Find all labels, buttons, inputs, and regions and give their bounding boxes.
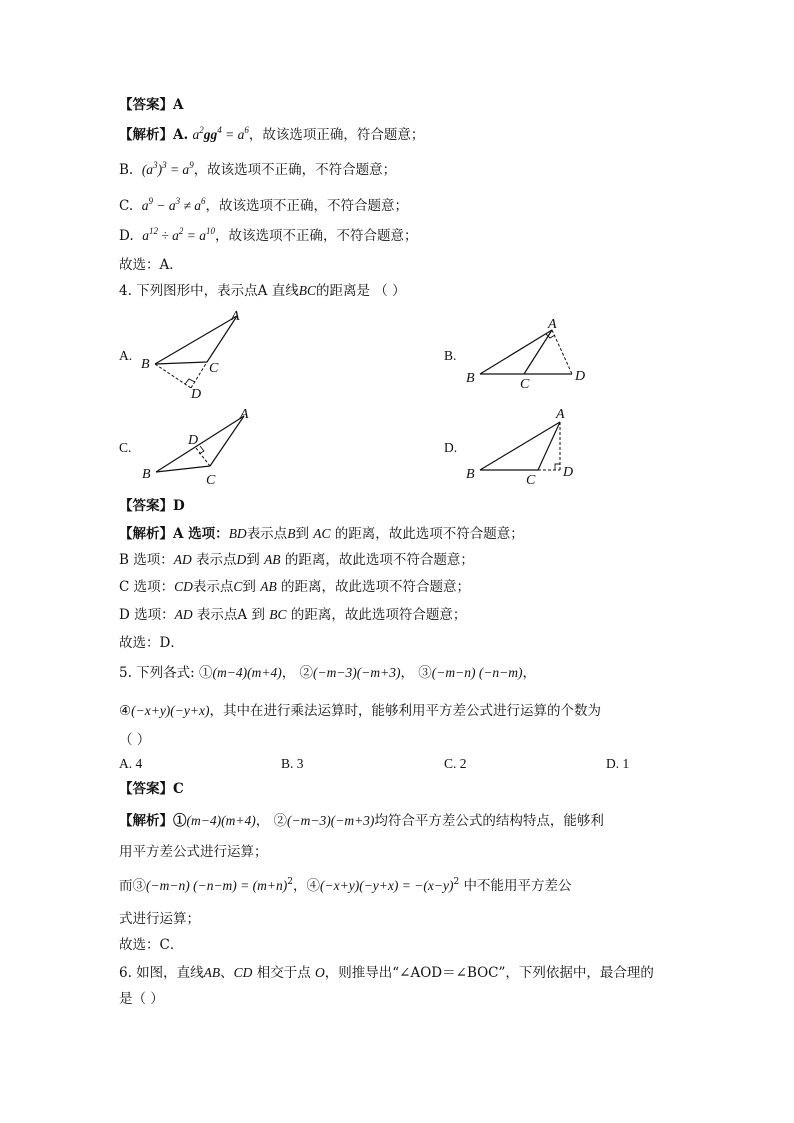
selection-5: 故选：C． [119, 937, 184, 953]
figure-d-label: D. [444, 440, 458, 455]
fig-d-point-c: C [526, 473, 536, 488]
question-6-line-1: 6. 如图，直线AB、CD 相交于点 O，则推导出“∠AOD＝∠BOC”，下列依据中，最合理的 [119, 965, 654, 981]
figure-b [462, 314, 592, 389]
fig-b-point-b: B [466, 371, 475, 386]
figure-b-label: B. [444, 348, 457, 363]
answer-5: 【答案】C [119, 781, 184, 797]
fig-a-point-c: C [209, 361, 219, 376]
fig-c-point-a: A [240, 407, 249, 422]
explanation-5-line-2: 用平方差公式进行运算； [119, 844, 268, 860]
fig-a-point-d: D [191, 387, 202, 402]
selection-4: 故选：D． [119, 635, 184, 651]
option-d: D. 1 [606, 756, 630, 771]
fig-c-point-c: C [206, 473, 216, 488]
question-5-bracket: （ ） [119, 732, 151, 748]
answer-4: 【答案】D [119, 498, 185, 514]
question-5-line-2: ④(−x+y)(−y+x)，其中在进行乘法运算时，能够利用平方差公式进行运算的个数为 [119, 703, 601, 719]
question-4: 4. 下列图形中，表示点A 直线BC的距离是 （ ） [119, 283, 406, 299]
selection-3: 故选：A． [119, 257, 183, 273]
question-6-line-2: 是（ ） [119, 991, 164, 1007]
fig-c-point-b: B [142, 467, 151, 482]
explanation-4-d: D 选项：AD 表示点A 到 BC 的距离，故此选项符合题意； [119, 607, 467, 623]
fig-d-point-b: B [466, 467, 475, 482]
fig-b-point-c: C [520, 377, 530, 389]
fig-b-point-d: D [575, 369, 586, 384]
answer-3: 【答案】A [119, 97, 184, 113]
question-5-line-1: 5. 下列各式: ①(m−4)(m+4)， ②(−m−3)(−m+3)， ③(−m−n) (−n−m)， [119, 665, 537, 681]
fig-a-point-b: B [141, 357, 150, 372]
fig-a-point-a: A [231, 309, 240, 324]
explanation-3-c: C. $a^9 - a^3 \ne a^6$，故该选项不正确，不符合题意； [119, 196, 409, 214]
explanation-4-a: 【解析】A 选项：BD表示点B到 AC 的距离，故此选项不符合题意； [119, 526, 524, 542]
explanation-4-b: B 选项：AD 表示点D到 AB 的距离，故此选项不符合题意； [119, 552, 474, 568]
fig-b-point-a: A [548, 317, 557, 332]
fig-d-point-d: D [563, 465, 574, 480]
explanation-3-d: D. $a^{12} \div a^2 = a^{10}$，故该选项不正确，不符合题意； [119, 226, 418, 244]
option-b: B. 3 [281, 756, 304, 771]
explanation-3-b: B. $(a^3)^3 = a^9$，故该选项不正确，不符合题意； [119, 160, 397, 178]
figure-c [140, 404, 270, 489]
explanation-5-line-4: 式进行运算； [119, 911, 200, 927]
fig-c-point-d: D [188, 433, 199, 448]
fig-d-point-a: A [556, 407, 565, 422]
explanation-5-line-3: 而③(−m−n) $(-n-m) = (m+n)^2$，④(−x+y)(−y+x) = $-(x-y)^2$ 中不能用平方差公 [119, 877, 572, 894]
figure-d [462, 404, 592, 489]
option-a: A. 4 [119, 756, 143, 771]
explanation-5-line-1: 【解析】①(m−4)(m+4)， ②(−m−3)(−m+3)均符合平方差公式的结构特点，能够利 [119, 813, 604, 829]
figure-c-label: C. [119, 440, 132, 455]
figure-a-label: A. [119, 348, 133, 363]
explanation-3-a: 【解析】A. $a^2gg^4 = a^6$，故该选项正确，符合题意； [119, 125, 425, 143]
option-c: C. 2 [444, 756, 467, 771]
explanation-4-c: C 选项：CD表示点C到 AB 的距离，故此选项不符合题意； [119, 579, 470, 595]
figure-a [135, 308, 265, 403]
